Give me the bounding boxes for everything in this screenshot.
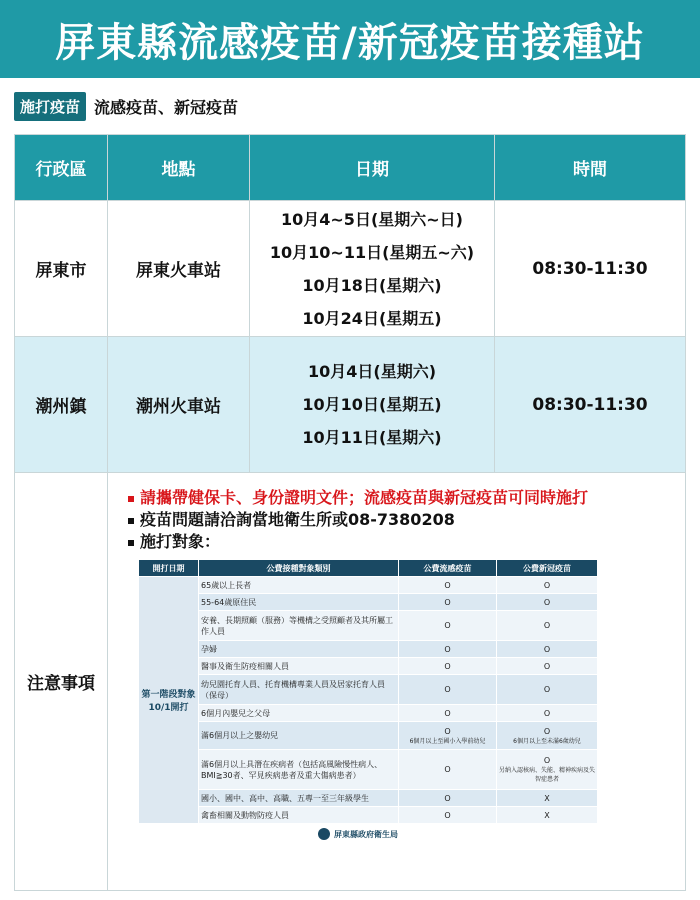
phase-cell: 第一階段對象 10/1開打 [139, 577, 199, 824]
logo-text: 屏東縣政府衛生局 [334, 829, 398, 839]
flu-mark-cell [399, 722, 497, 750]
note-item [128, 509, 685, 531]
vaccine-text: 流感疫苗、新冠疫苗 [94, 97, 239, 117]
date-line: 10月4~5日(星期六~日) [281, 209, 463, 229]
table-row [139, 750, 598, 790]
covid-mark: O [497, 675, 598, 705]
covid-mark: O [543, 726, 551, 736]
date-line: 10月4日(星期六) [307, 362, 437, 381]
table-row [15, 201, 686, 337]
bullet-icon [128, 518, 134, 524]
table-row [139, 807, 598, 824]
emblem-icon [318, 828, 330, 840]
date-cell [250, 201, 495, 337]
header-district: 行政區 [15, 135, 108, 201]
notes-label: 注意事項 [15, 473, 108, 891]
header-date: 日期 [250, 135, 495, 201]
table-row [139, 675, 598, 705]
district-cell: 屏東市 [15, 201, 108, 337]
note-text: 施打對象： [140, 532, 221, 551]
flu-note: 6個月以上至國小入學前幼兒 [409, 737, 486, 745]
elig-category: 孕婦 [199, 641, 399, 658]
table-row [139, 641, 598, 658]
table-row [139, 705, 598, 722]
health-bureau-logo [318, 828, 685, 840]
eligibility-table [138, 559, 598, 824]
table-row [139, 722, 598, 750]
covid-mark: O [497, 577, 598, 594]
date-line: 10月24日(星期五) [302, 308, 442, 328]
elig-category: 幼兒園托育人員、托育機構專業人員及居家托育人員（保母） [199, 675, 399, 705]
covid-mark: X [497, 790, 598, 807]
elig-category: 滿6個月以上具潛在疾病者（包括高風險慢性病人、BMI≧30者、罕見疾病患者及重大傷病患者） [199, 750, 399, 790]
flu-mark: O [399, 658, 497, 675]
note-text: 疫苗問題請洽詢當地衛生所或08-7380208 [140, 510, 455, 529]
header-time: 時間 [495, 135, 686, 201]
covid-note: 6個月以上至未滿6歲幼兒 [513, 737, 581, 745]
flu-mark: O [399, 790, 497, 807]
elig-header: 公費新冠疫苗 [497, 560, 598, 577]
date-line: 10月18日(星期六) [302, 275, 442, 295]
time-cell: 08:30-11:30 [495, 337, 686, 473]
table-row [15, 337, 686, 473]
header-location: 地點 [108, 135, 250, 201]
date-cell [250, 337, 495, 473]
notes-cell [108, 473, 686, 891]
covid-mark-cell [497, 722, 598, 750]
flu-mark: O [399, 577, 497, 594]
table-row [139, 790, 598, 807]
elig-header: 開打日期 [139, 560, 199, 577]
vaccine-row [14, 92, 238, 120]
table-row [139, 594, 598, 611]
covid-mark: X [497, 807, 598, 824]
elig-category: 滿6個月以上之嬰幼兒 [199, 722, 399, 750]
date-line: 10月11日(星期六) [302, 428, 442, 447]
schedule-table [14, 134, 686, 891]
covid-mark: O [497, 594, 598, 611]
table-row [139, 611, 598, 641]
covid-mark: O [497, 705, 598, 722]
flu-mark: O [399, 641, 497, 658]
page-title: 屏東縣流感疫苗/新冠疫苗接種站 [55, 19, 645, 66]
flu-mark: O [399, 705, 497, 722]
elig-category: 55-64歲原住民 [199, 594, 399, 611]
location-cell: 潮州火車站 [108, 337, 250, 473]
elig-category: 禽畜相關及動物防疫人員 [199, 807, 399, 824]
title-banner [0, 0, 700, 78]
bullet-icon [128, 540, 134, 546]
vaccine-tag: 施打疫苗 [14, 92, 86, 121]
flu-mark: O [399, 675, 497, 705]
flu-mark: O [399, 807, 497, 824]
flu-mark: O [399, 594, 497, 611]
note-item [128, 531, 685, 553]
elig-header: 公費流感疫苗 [399, 560, 497, 577]
note-item [128, 487, 685, 509]
note-text: 請攜帶健保卡、身份證明文件；流感疫苗與新冠疫苗可同時施打 [140, 488, 589, 507]
time-cell: 08:30-11:30 [495, 201, 686, 337]
location-cell: 屏東火車站 [108, 201, 250, 337]
date-line: 10月10~11日(星期五~六) [269, 242, 475, 262]
covid-mark: O [497, 641, 598, 658]
flu-mark: O [444, 726, 451, 736]
elig-category: 醫事及衛生防疫相關人員 [199, 658, 399, 675]
table-row [139, 658, 598, 675]
elig-category: 6個月內嬰兒之父母 [199, 705, 399, 722]
flu-mark: O [399, 750, 497, 790]
notes-row [15, 473, 686, 891]
covid-mark-cell [497, 750, 598, 790]
table-row [139, 577, 598, 594]
covid-mark: O [497, 611, 598, 641]
date-line: 10月10日(星期五) [302, 395, 442, 414]
bullet-icon [128, 496, 134, 502]
covid-mark: O [543, 756, 551, 765]
elig-header: 公費接種對象類別 [199, 560, 399, 577]
elig-category: 安養、長期照顧（服務）等機構之受照顧者及其所屬工作人員 [199, 611, 399, 641]
elig-category: 65歲以上長者 [199, 577, 399, 594]
covid-mark: O [497, 658, 598, 675]
district-cell: 潮州鎮 [15, 337, 108, 473]
covid-note: 另納入認核病、失能、精神疾病及失智症患者 [499, 767, 596, 783]
flu-mark: O [399, 611, 497, 641]
elig-category: 國小、國中、高中、高職、五專一至三年級學生 [199, 790, 399, 807]
